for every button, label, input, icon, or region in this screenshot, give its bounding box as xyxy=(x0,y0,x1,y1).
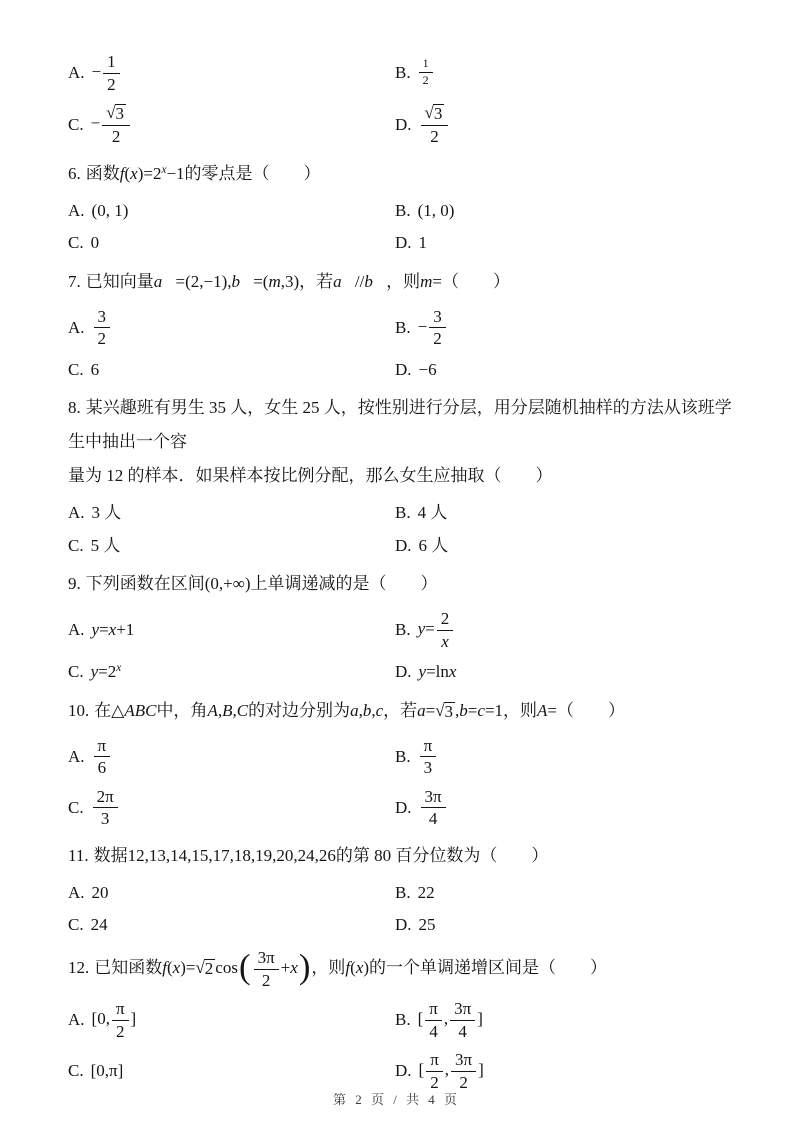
option-C xyxy=(68,912,395,938)
math-variable: x xyxy=(290,957,298,977)
option-C xyxy=(68,230,395,256)
fraction: √ 3 2 xyxy=(421,103,449,146)
option-label: C. xyxy=(68,115,84,135)
option-A xyxy=(68,998,395,1042)
question-stem: 6. 函数$f(x)=2^x-1$的零点是（ ） xyxy=(68,163,321,183)
options-row xyxy=(68,306,737,350)
option-label: D. xyxy=(395,798,412,818)
option-body: 6 人 xyxy=(418,535,449,555)
option-body xyxy=(418,735,439,779)
math-variable: a xyxy=(417,700,426,720)
option-A xyxy=(68,51,395,95)
option-body xyxy=(419,786,448,830)
option-label: A. xyxy=(68,1010,85,1030)
option-A xyxy=(68,500,395,526)
option-label: D. xyxy=(395,115,412,135)
big-paren: ( xyxy=(238,947,251,986)
page-number-label: 第 2 页 / 共 4 页 xyxy=(332,1092,461,1107)
option-body: − $\frac{3}{2}$ xyxy=(418,306,448,350)
option-A xyxy=(68,198,395,224)
question-stem: 9. 下列函数在区间(0,+∞)上单调递减的是（ ） xyxy=(68,574,438,594)
question-number: 6. xyxy=(68,163,81,183)
option-body: 6 xyxy=(90,359,100,379)
options xyxy=(68,608,737,685)
question-stem: 11. 数据12,13,14,15,17,18,19,20,24,26的第 80 百分位数为（ ） xyxy=(68,845,549,865)
options-row xyxy=(68,230,737,256)
option-label: D. xyxy=(395,233,412,253)
big-paren: ) xyxy=(298,947,311,986)
option-label: B. xyxy=(395,882,411,902)
question-number: 8. xyxy=(68,398,81,418)
option-D xyxy=(395,912,737,938)
option-B xyxy=(395,57,737,89)
fraction: $\frac{3\pi}{4}$ xyxy=(421,787,446,829)
options xyxy=(68,500,737,558)
fraction: $\frac{3}{2}$ xyxy=(94,307,111,349)
options-row xyxy=(68,1049,737,1093)
option-B xyxy=(395,500,737,526)
option-body xyxy=(92,306,113,350)
option-B xyxy=(395,306,737,350)
math-variable: x xyxy=(355,957,364,977)
question-8 xyxy=(68,391,737,558)
question-7 xyxy=(68,265,737,383)
math-variable: f xyxy=(345,957,351,977)
question-number: 10. xyxy=(68,700,90,720)
option-label: D. xyxy=(395,359,412,379)
option-body: y= $\frac{2}{x}$ xyxy=(418,608,456,652)
fraction: $\frac{3}{2}$ xyxy=(429,307,446,349)
question-6 xyxy=(68,157,737,256)
fraction: $\frac{1}{2}$ xyxy=(419,57,433,88)
option-label: D. xyxy=(395,535,412,555)
fraction: √ 3 2 xyxy=(102,103,130,146)
square-root: √ 3 xyxy=(424,103,443,124)
option-label: C. xyxy=(68,233,84,253)
options xyxy=(68,51,737,148)
math-variable: C xyxy=(236,700,249,720)
option-body: 5 人 xyxy=(90,535,121,555)
math-variable: x xyxy=(108,620,117,640)
question-number: 11. xyxy=(68,845,89,865)
option-body: [0, $\frac{\pi}{2}$ ] xyxy=(91,999,137,1041)
options-row xyxy=(68,998,737,1042)
option-body xyxy=(91,786,120,830)
option-label: C. xyxy=(68,1061,84,1081)
fraction: $\frac{\pi}{2}$ xyxy=(112,999,129,1041)
option-body xyxy=(418,57,434,89)
math-variable: B xyxy=(222,700,233,720)
options-row xyxy=(68,912,737,938)
question-5-options xyxy=(68,51,737,148)
option-label: B. xyxy=(395,503,411,523)
option-body: 20 xyxy=(91,882,109,902)
options-row xyxy=(68,51,737,95)
option-label: A. xyxy=(68,503,85,523)
question-stem: 8. 某兴趣班有男生 35 人，女生 25 人，按性别进行分层，用分层随机抽样的方法从该班学生中抽出一个容 xyxy=(68,398,732,452)
option-label: A. xyxy=(68,317,85,337)
option-C xyxy=(68,1058,395,1084)
options xyxy=(68,198,737,256)
option-A xyxy=(68,306,395,350)
option-B xyxy=(395,998,737,1042)
option-body xyxy=(419,102,451,147)
math-variable: b xyxy=(459,700,468,720)
page-footer xyxy=(0,1089,793,1108)
fraction: $\frac{2}{x}$ xyxy=(437,609,454,651)
option-B xyxy=(395,880,737,906)
option-label: D. xyxy=(395,915,412,935)
options-row xyxy=(68,786,737,830)
math-variable: f xyxy=(119,163,125,183)
math-variable: x xyxy=(116,662,122,675)
question-number: 7. xyxy=(68,271,81,291)
options-row xyxy=(68,500,737,526)
option-label: A. xyxy=(68,747,85,767)
option-D xyxy=(395,1049,737,1093)
option-body: 1 xyxy=(418,233,428,253)
option-body: 24 xyxy=(90,915,108,935)
math-variable: b⃗ xyxy=(364,271,387,291)
option-label: B. xyxy=(395,317,411,337)
option-body: (0, 1) xyxy=(91,200,129,220)
option-D xyxy=(395,357,737,383)
fraction: $\frac{\pi}{3}$ xyxy=(420,736,437,778)
option-label: C. xyxy=(68,915,84,935)
question-9 xyxy=(68,567,737,685)
math-variable: ABC xyxy=(124,700,157,720)
option-label: C. xyxy=(68,662,84,682)
option-label: B. xyxy=(395,747,411,767)
fraction: $\frac{1}{2}$ xyxy=(103,52,120,94)
option-label: B. xyxy=(395,1010,411,1030)
option-C xyxy=(68,533,395,559)
option-label: A. xyxy=(68,620,85,640)
option-body: [0,π] xyxy=(90,1061,124,1081)
option-body xyxy=(92,735,113,779)
fraction: $\frac{3\pi}{2}$ xyxy=(254,948,279,990)
option-D xyxy=(395,659,737,685)
options xyxy=(68,880,737,938)
math-variable: m xyxy=(420,271,433,291)
math-variable: A xyxy=(207,700,218,720)
option-label: D. xyxy=(395,662,412,682)
square-root: √ 3 xyxy=(106,103,125,124)
options xyxy=(68,998,737,1093)
option-body: −6 xyxy=(418,359,437,379)
question-stem: 量为 12 的样本．如果样本按比例分配，那么女生应抽取（ ） xyxy=(68,466,553,486)
math-variable: c xyxy=(375,700,384,720)
question-number: 9. xyxy=(68,574,81,594)
options-row xyxy=(68,533,737,559)
option-body: 25 xyxy=(418,915,436,935)
option-body: 22 xyxy=(417,882,435,902)
option-label: D. xyxy=(395,1061,412,1081)
options xyxy=(68,735,737,830)
option-label: A. xyxy=(68,63,85,83)
option-C xyxy=(68,102,395,147)
option-body: − √ 3 2 xyxy=(91,102,132,147)
square-root: √ 3 xyxy=(435,701,454,722)
math-variable: x xyxy=(161,163,167,176)
option-body: (1, 0) xyxy=(417,200,455,220)
option-C xyxy=(68,357,395,383)
superscript xyxy=(161,164,166,176)
options-row xyxy=(68,608,737,652)
options-row xyxy=(68,880,737,906)
option-B xyxy=(395,608,737,652)
question-stem: 7. 已知向量a⃗=(2,−1),b⃗=(m,3)，若a⃗//b⃗，则m=（ ） xyxy=(68,271,510,291)
question-stem: 10. 在△ABC中，角A,B,C的对边分别为a,b,c，若a= √ 3 ,b=c=1，则A=（ ） xyxy=(68,700,626,722)
option-label: B. xyxy=(395,620,411,640)
questions-area xyxy=(68,44,737,1102)
math-variable: m xyxy=(268,271,281,291)
question-list xyxy=(68,51,737,1093)
option-body: 3 人 xyxy=(91,503,122,523)
fraction: $\frac{3\pi}{4}$ xyxy=(450,999,475,1041)
option-body: [ $\frac{\pi}{4}$ , $\frac{3\pi}{4}$ ] xyxy=(417,999,483,1041)
option-body: $y=2^x$ xyxy=(90,662,122,682)
option-D xyxy=(395,786,737,830)
option-body: − $\frac{1}{2}$ xyxy=(92,51,122,95)
math-variable: a⃗ xyxy=(333,271,355,291)
options-row xyxy=(68,198,737,224)
option-body: [ $\frac{\pi}{2}$ , $\frac{3\pi}{2}$ ] xyxy=(418,1050,484,1092)
math-variable: c xyxy=(477,700,485,720)
option-D xyxy=(395,230,737,256)
options-row xyxy=(68,102,737,147)
superscript xyxy=(116,662,121,674)
math-variable: x xyxy=(130,163,138,183)
question-stem: 12. 已知函数f(x)= √ 2 cos( $\frac{3\pi}{2}$ +x)，则f(x)的一个单调递增区间是（ ） xyxy=(68,947,608,990)
option-body: y=lnx xyxy=(418,662,457,682)
option-D xyxy=(395,533,737,559)
options-row xyxy=(68,357,737,383)
question-11 xyxy=(68,839,737,938)
question-12 xyxy=(68,947,737,1093)
fraction: $\frac{3\pi}{2}$ xyxy=(451,1050,476,1092)
option-C xyxy=(68,786,395,830)
math-variable: y xyxy=(90,662,99,682)
question-10 xyxy=(68,694,737,830)
options xyxy=(68,306,737,383)
option-label: C. xyxy=(68,798,84,818)
math-variable: b xyxy=(362,700,372,720)
math-variable: a⃗ xyxy=(153,271,176,291)
option-body: 4 人 xyxy=(417,503,448,523)
option-label: A. xyxy=(68,200,85,220)
question-number: 12. xyxy=(68,957,90,977)
math-variable: x xyxy=(441,631,449,651)
option-C xyxy=(68,659,395,685)
fraction: $\frac{2\pi}{3}$ xyxy=(93,787,118,829)
option-A xyxy=(68,735,395,779)
option-label: C. xyxy=(68,359,84,379)
math-variable: b⃗ xyxy=(231,271,254,291)
option-body: y=x+1 xyxy=(91,620,135,640)
option-body: 0 xyxy=(90,233,100,253)
option-A xyxy=(68,617,395,643)
fraction: $\frac{\pi}{6}$ xyxy=(94,736,111,778)
fraction: $\frac{\pi}{4}$ xyxy=(425,999,442,1041)
math-variable: y xyxy=(91,620,100,640)
option-label: B. xyxy=(395,63,411,83)
math-variable: f xyxy=(162,957,167,977)
option-B xyxy=(395,735,737,779)
options-row xyxy=(68,659,737,685)
options-row xyxy=(68,735,737,779)
fraction: $\frac{\pi}{2}$ xyxy=(426,1050,443,1092)
option-A xyxy=(68,880,395,906)
math-variable: a xyxy=(350,700,359,720)
math-variable: A xyxy=(537,700,548,720)
square-root: √ 2 xyxy=(195,958,214,979)
math-variable: y xyxy=(418,662,427,682)
math-variable: y xyxy=(417,619,426,639)
math-variable: x xyxy=(448,662,457,682)
math-variable: x xyxy=(172,957,181,977)
option-label: A. xyxy=(68,882,85,902)
option-label: B. xyxy=(395,200,411,220)
option-label: C. xyxy=(68,535,84,555)
option-B xyxy=(395,198,737,224)
option-D xyxy=(395,102,737,147)
